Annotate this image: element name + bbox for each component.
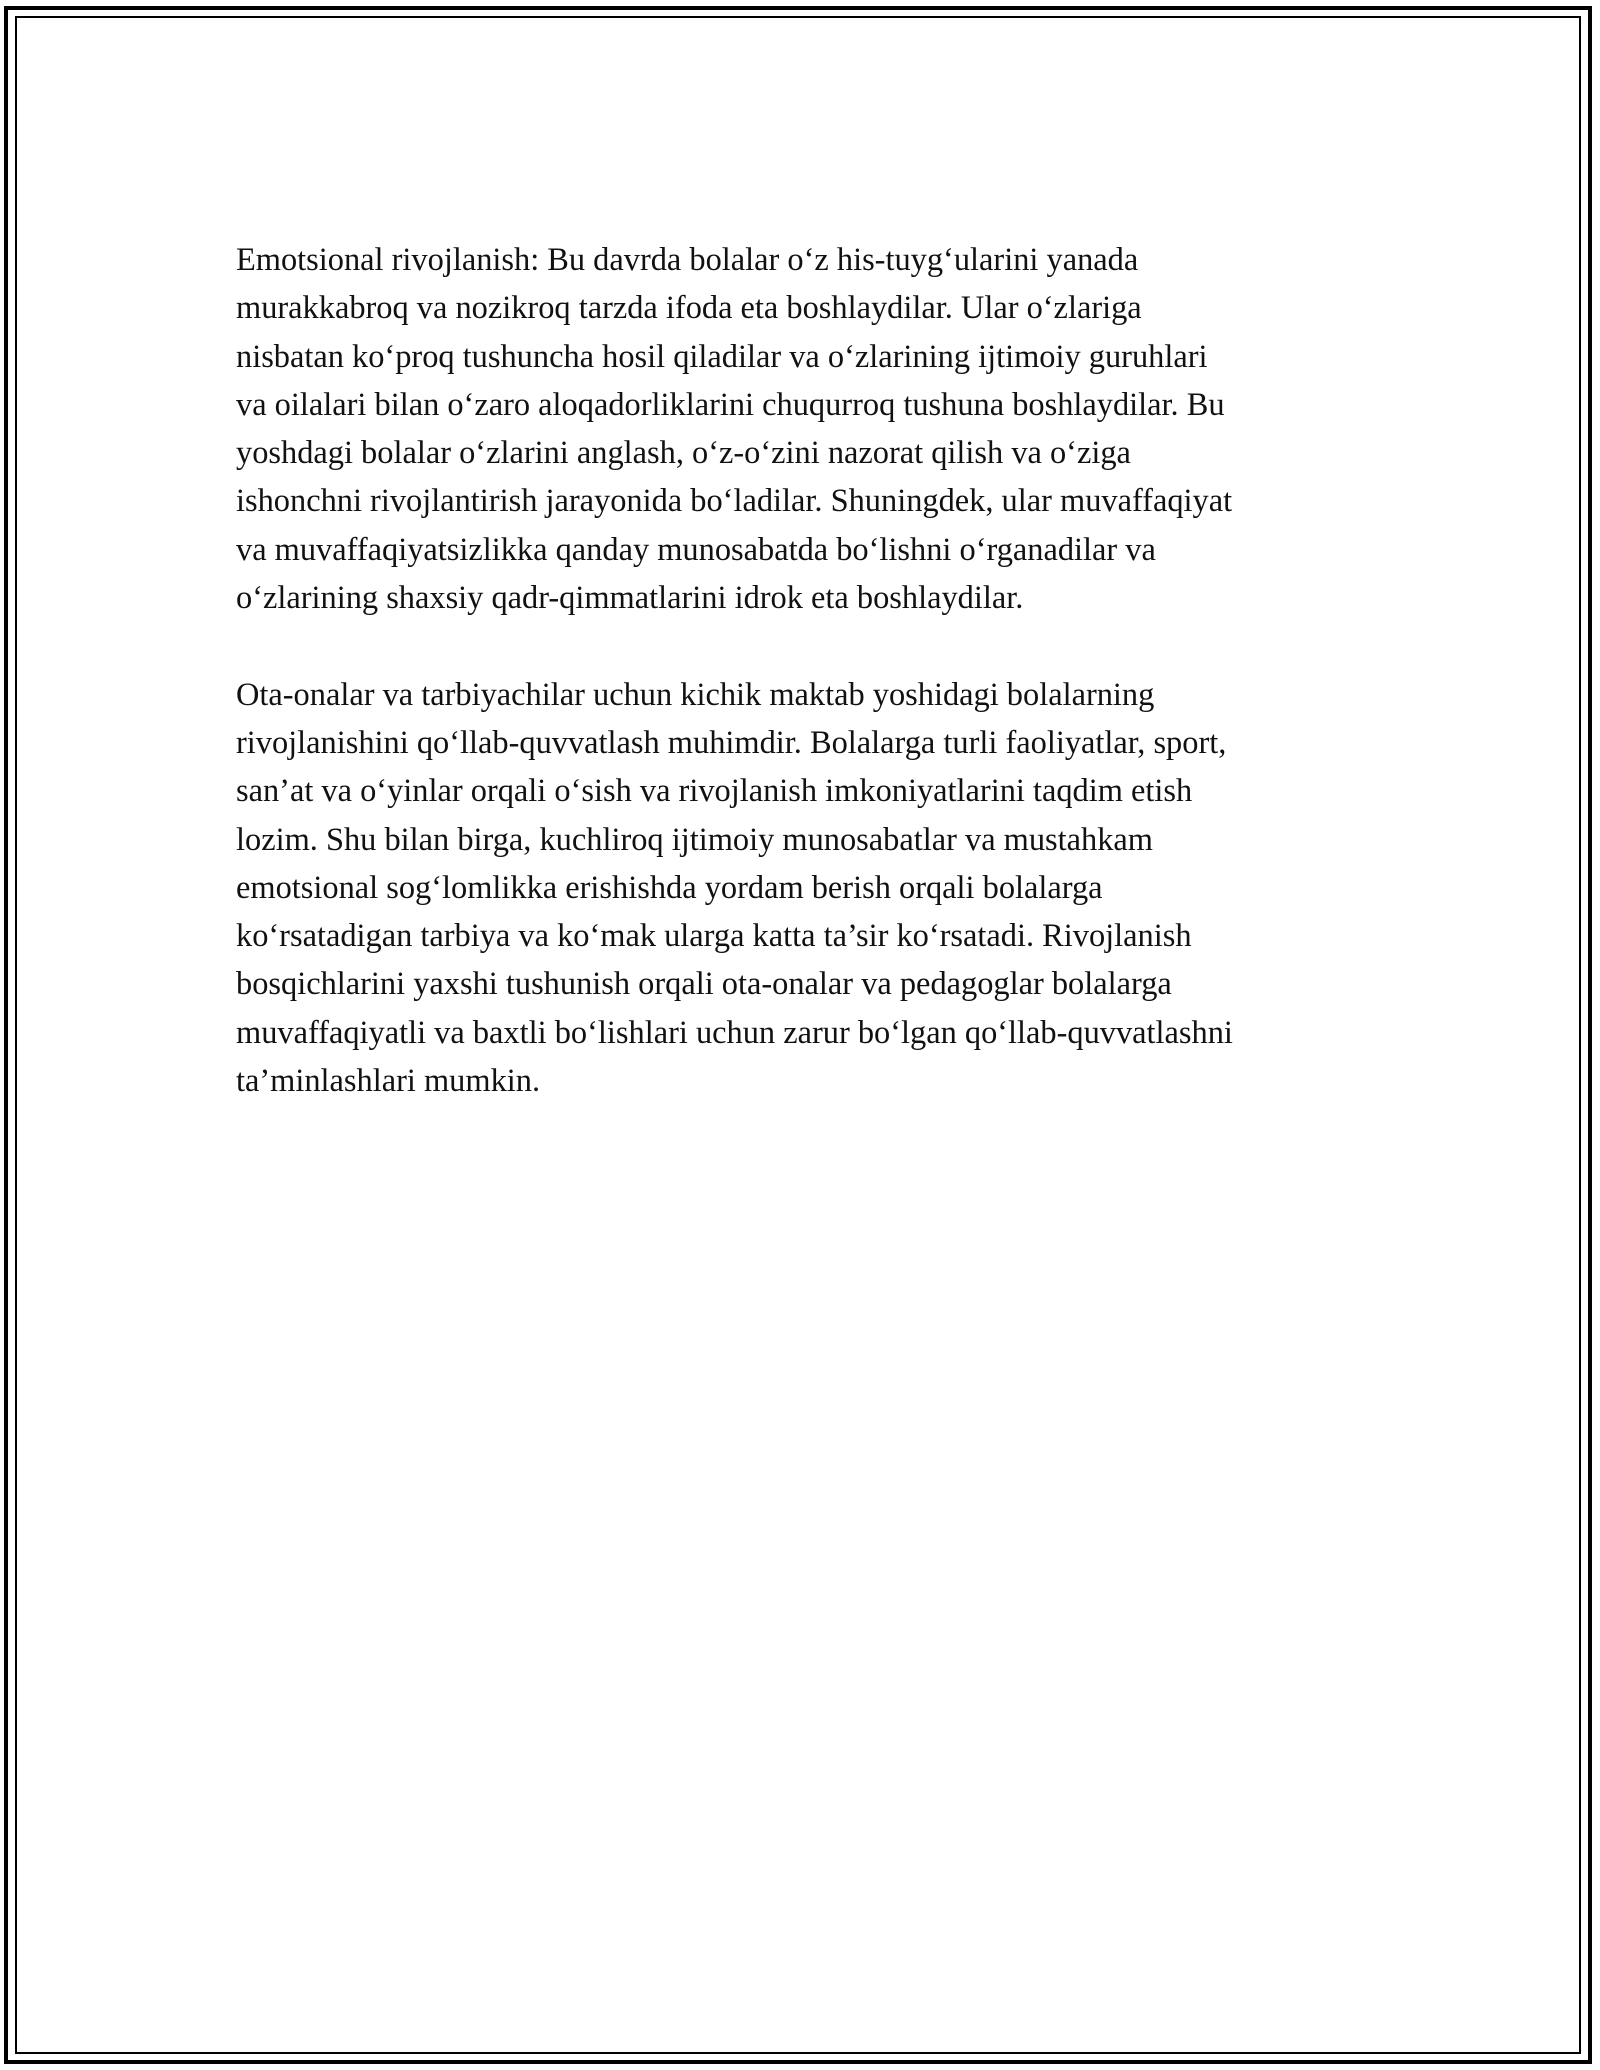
text-line: koʻrsatadigan tarbiya va koʻmak ularga katta ta’sir koʻrsatadi. Rivojlanish [236, 918, 1192, 955]
text-line: oʻzlarining shaxsiy qadr-qimmatlarini idrok eta boshlaydilar. [236, 580, 1024, 617]
text-line: murakkabroq va nozikroq tarzda ifoda eta boshlaydilar. Ular oʻzlariga [236, 290, 1142, 327]
text-line: Emotsional rivojlanish: Bu davrda bolalar oʻz his-tuygʻularini yanada [236, 242, 1139, 278]
text-line: yoshdagi bolalar oʻzlarini anglash, oʻz-oʻzini nazorat qilish va oʻziga [236, 435, 1131, 472]
text-line: emotsional sogʻlomlikka erishishda yordam berish orqali bolalarga [236, 869, 1103, 906]
document-body [236, 236, 1396, 1105]
text-line: bosqichlarini yaxshi tushunish orqali ota-onalar va pedagoglar bolalarga [236, 966, 1172, 1003]
text-line: rivojlanishini qoʻllab-quvvatlash muhimdir. Bolalarga turli faoliyatlar, sport, [236, 724, 1227, 761]
text-line: muvaffaqiyatli va baxtli boʻlishlari uchun zarur boʻlgan qoʻllab-quvvatlashni [236, 1014, 1233, 1051]
paragraph-parents-support [236, 671, 1396, 1106]
text-line: Ota-onalar va tarbiyachilar uchun kichik maktab yoshidagi bolalarning [236, 676, 1155, 713]
text-line: nisbatan koʻproq tushuncha hosil qiladilar va oʻzlarining ijtimoiy guruhlari [236, 338, 1208, 375]
text-line: lozim. Shu bilan birga, kuchliroq ijtimoiy munosabatlar va mustahkam [236, 821, 1153, 858]
paragraph-emotional-development [236, 236, 1396, 622]
text-line: va oilalari bilan oʻzaro aloqadorliklarini chuqurroq tushuna boshlaydilar. Bu [236, 386, 1225, 423]
text-line: va muvaffaqiyatsizlikka qanday munosabatda boʻlishni oʻrganadilar va [236, 531, 1156, 568]
text-line: ta’minlashlari mumkin. [236, 1063, 541, 1100]
text-line: ishonchni rivojlantirish jarayonida boʻladilar. Shuningdek, ular muvaffaqiyat [236, 483, 1233, 520]
text-line: san’at va oʻyinlar orqali oʻsish va rivojlanish imkoniyatlarini taqdim etish [236, 773, 1193, 810]
